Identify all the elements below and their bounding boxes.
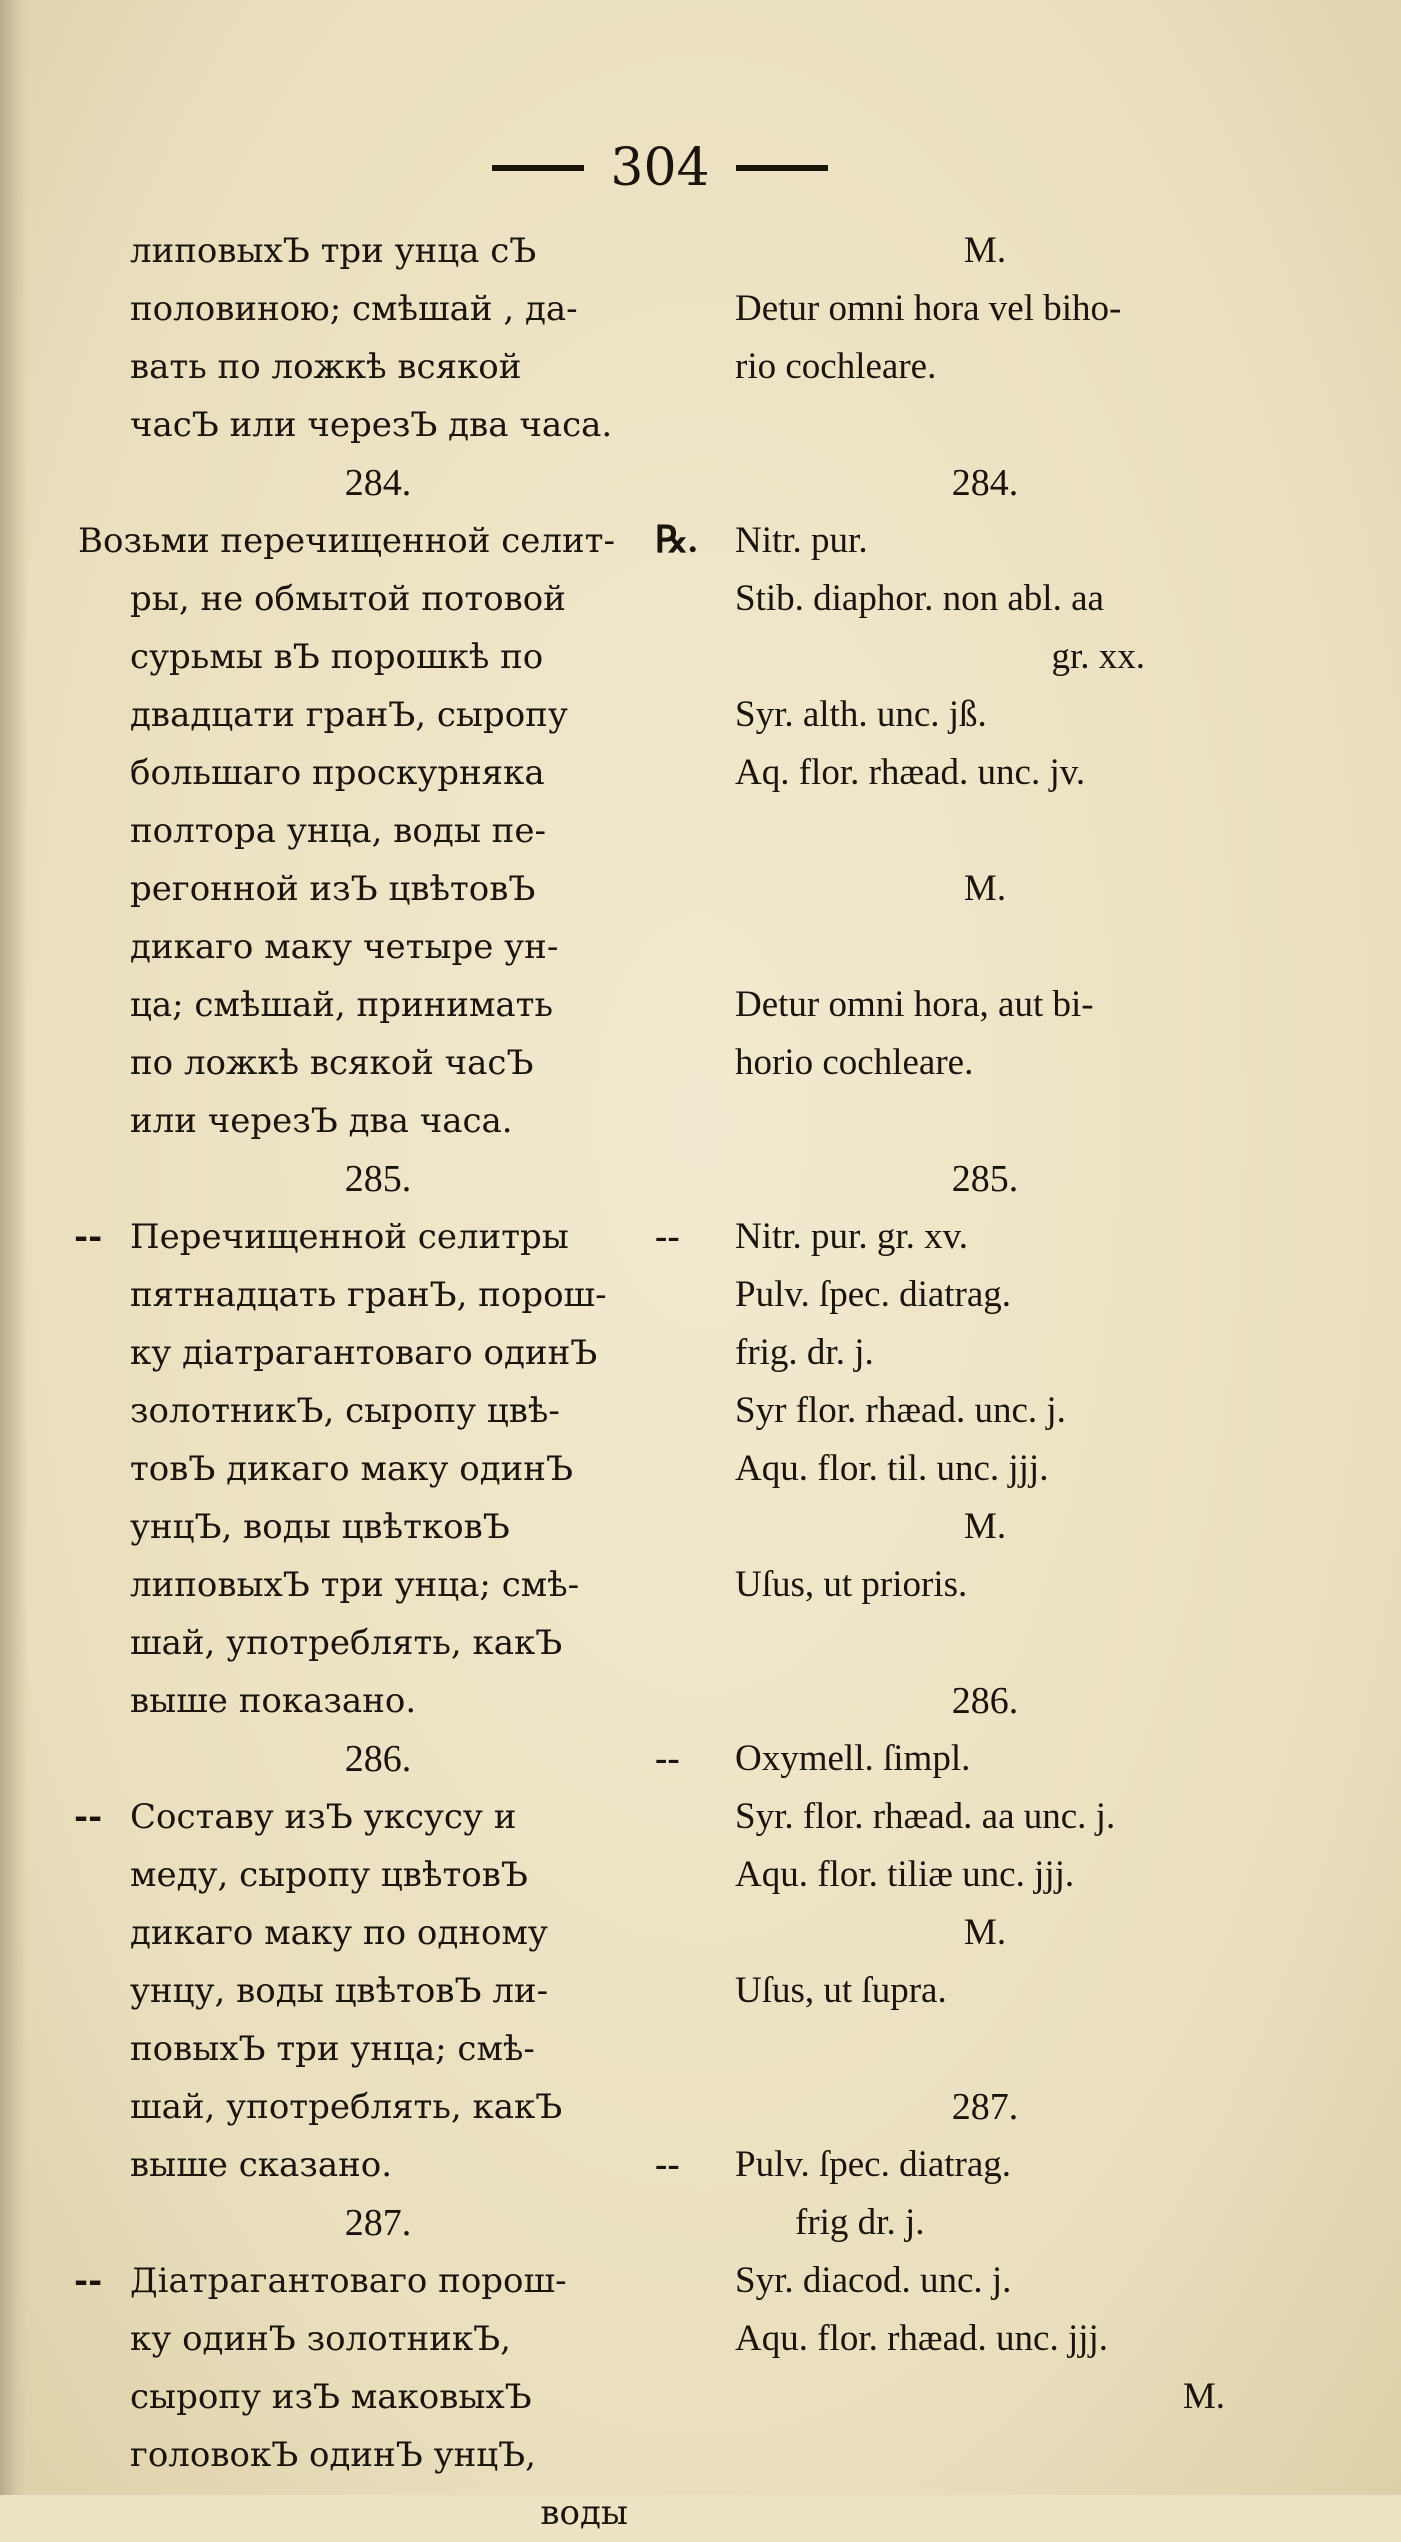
- text-line: Stib. diaphor. non abl. aa: [735, 578, 1104, 619]
- text-line: вать по ложкѣ всякой: [130, 347, 522, 387]
- mix-mark: M.: [963, 1912, 1007, 1953]
- dash-mark: --: [655, 1738, 680, 1779]
- text-line: Uſus, ut prioris.: [735, 1564, 968, 1605]
- text-line: товЪ дикаго маку одинЪ: [130, 1449, 573, 1489]
- page-spine-shadow: [0, 0, 28, 2495]
- text-line: Aq. flor. rhæad. unc. jv.: [735, 752, 1086, 793]
- text-line: выше показано.: [130, 1681, 417, 1721]
- text-line: большаго проскурняка: [130, 753, 545, 793]
- text-line: ку одинЪ золотникЪ,: [130, 2319, 511, 2359]
- recipe-number: 284.: [951, 462, 1019, 504]
- recipe-number: 287.: [951, 2086, 1019, 2128]
- text-line: Pulv. ſpec. diatrag.: [735, 1274, 1012, 1315]
- text-line: головокЪ одинЪ унцЪ,: [130, 2435, 536, 2475]
- text-line: унцЪ, воды цвѣтковЪ: [130, 1507, 510, 1547]
- text-line: ℞. Nitr. pur.: [705, 512, 1265, 570]
- text-line: Detur omni hora vel biho-: [735, 288, 1122, 329]
- dash-mark: --: [74, 1797, 103, 1837]
- text-line: двадцати гранЪ, сыропу: [130, 695, 568, 735]
- text-line: выше сказано.: [130, 2145, 393, 2185]
- text-line: шай, употреблять, какЪ: [130, 1623, 563, 1663]
- text-line: Syr. alth. unc. jß.: [735, 694, 987, 735]
- recipe-number: 286.: [344, 1738, 412, 1780]
- text-line: золотникЪ, сыропу цвѣ-: [130, 1391, 560, 1431]
- text-line: -- Nitr. pur. gr. xv.: [705, 1208, 1265, 1266]
- text-line: horio cochleare.: [735, 1042, 974, 1083]
- text-line: Aqu. flor. tiliæ unc. jjj.: [735, 1854, 1075, 1895]
- text-line: -- Oxymell. ſimpl.: [705, 1730, 1265, 1788]
- header-rule-left: [492, 165, 584, 171]
- dash-mark: --: [655, 2144, 680, 2185]
- recipe-number: 284.: [344, 462, 412, 504]
- text-line: Uſus, ut ſupra.: [735, 1970, 947, 2011]
- text-line: пятнадцать гранЪ, порош-: [130, 1275, 607, 1315]
- text-line: дикаго маку четыре ун-: [130, 927, 559, 967]
- dash-mark: --: [655, 1216, 680, 1257]
- text-line: сурьмы вЪ порошкѣ по: [130, 637, 544, 677]
- page-number: 304: [610, 138, 710, 198]
- mix-mark: M.: [1182, 2376, 1225, 2417]
- recipe-sign: ℞.: [655, 520, 698, 561]
- mix-mark: M.: [963, 868, 1007, 909]
- recipe-number: 287.: [344, 2202, 412, 2244]
- text-line: шай, употреблять, какЪ: [130, 2087, 563, 2127]
- text-line: Возьми перечищенной селит-: [78, 521, 615, 561]
- text-line: Syr. diacod. unc. j.: [735, 2260, 1012, 2301]
- text-line: повыхЪ три унца; смѣ-: [130, 2029, 535, 2069]
- right-column: [655, 222, 1265, 2426]
- text-line: Syr flor. rhæad. unc. j.: [735, 1390, 1066, 1431]
- text-line: или черезЪ два часа.: [130, 1101, 513, 1141]
- text-line: ку діатрагантоваго одинЪ: [130, 1333, 598, 1373]
- text-line: по ложкѣ всякой часЪ: [130, 1043, 534, 1083]
- mix-mark: M.: [963, 1506, 1007, 1547]
- text-line: дикаго маку по одному: [130, 1913, 548, 1953]
- text-line: -- Перечищенной селитры: [78, 1208, 678, 1266]
- text-line: полтора унца, воды пе-: [130, 811, 546, 851]
- recipe-number: 286.: [951, 1680, 1019, 1722]
- text-line: унцу, воды цвѣтовЪ ли-: [130, 1971, 549, 2011]
- dash-mark: --: [74, 2261, 103, 2301]
- page-header: [480, 128, 840, 208]
- text-line: регонной изЪ цвѣтовЪ: [130, 869, 536, 909]
- text-line: Syr. flor. rhæad. aa unc. j.: [735, 1796, 1116, 1837]
- text-line: Detur omni hora, aut bi-: [735, 984, 1094, 1025]
- text-line: ца; смѣшай, принимать: [130, 985, 553, 1025]
- text-line: ры, не обмытой потовой: [130, 579, 566, 619]
- recipe-number: 285.: [951, 1158, 1019, 1200]
- text-line: gr. xx.: [1051, 636, 1145, 677]
- text-line: Aqu. flor. rhæad. unc. jjj.: [735, 2318, 1109, 2359]
- recipe-number: 285.: [344, 1158, 412, 1200]
- mix-mark: M.: [963, 230, 1007, 271]
- text-line: frig dr. j.: [795, 2202, 925, 2243]
- text-line: меду, сыропу цвѣтовЪ: [130, 1855, 528, 1895]
- text-line: -- Составу изЪ уксусу и: [78, 1788, 678, 1846]
- text-line: rio cochleare.: [735, 346, 937, 387]
- text-line: сыропу изЪ маковыхЪ: [130, 2377, 532, 2417]
- text-line: липовыхЪ три унца сЪ: [130, 231, 537, 271]
- dash-mark: --: [74, 1217, 103, 1257]
- text-line: -- Діатрагантоваго порош-: [78, 2252, 678, 2310]
- text-line: липовыхЪ три унца; смѣ-: [130, 1565, 580, 1605]
- catchword: воды: [540, 2493, 628, 2533]
- text-line: frig. dr. j.: [735, 1332, 874, 1373]
- text-line: половиною; смѣшай , да-: [130, 289, 578, 329]
- text-line: -- Pulv. ſpec. diatrag.: [705, 2136, 1265, 2194]
- left-column: [74, 222, 678, 2542]
- header-rule-right: [736, 165, 828, 171]
- text-line: Aqu. flor. til. unc. jjj.: [735, 1448, 1049, 1489]
- text-line: часЪ или черезЪ два часа.: [130, 405, 613, 445]
